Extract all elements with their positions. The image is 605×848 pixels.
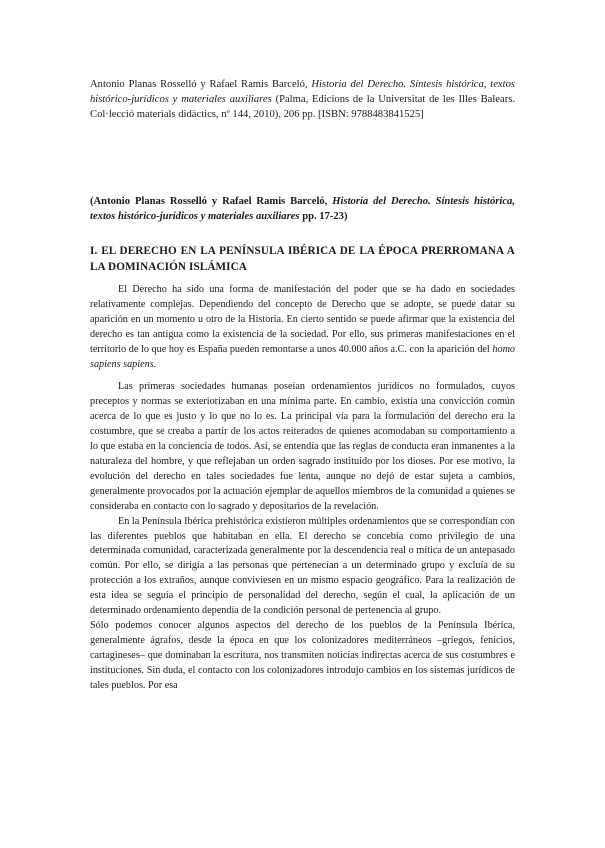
paragraph-3: En la Península Ibérica prehistórica existieron múltiples ordenamientos que se correspondían con las diferentes pueblos que habitaban en ella. El derecho se concebía como privilegio de una determinada comunidad, caracterizada generalmente por la descendencia real o mítica de un antepasado común. Por ello, se dirigía a las personas que pertenecían a un determinado grupo y excluía de su protección a los extraños, aunque conviviesen en un mismo espacio geográfico. Para la realización de esta idea se seguía el principio de personalidad del derecho, según el cual, la aplicación de un determinado ordenamiento dependía de la condición personal de pertenencia al grupo. [90, 515, 515, 617]
citation-authors: Antonio Planas Rosselló y Rafael Ramis Barceló, [90, 79, 308, 90]
species-term: homo sapiens sapiens [90, 343, 516, 370]
paragraph-1-end: . [153, 358, 157, 370]
chapter-citation-authors: (Antonio Planas Rosselló y Rafael Ramis Barceló, [90, 196, 328, 207]
section-heading: I. EL DERECHO EN LA PENÍNSULA IBÉRICA DE LA ÉPOCA PRERROMANA A LA DOMINACIÓN ISLÁMICA [90, 245, 515, 273]
chapter-citation [90, 194, 515, 224]
paragraph-4: Sólo podemos conocer algunos aspectos del derecho de los pueblos de la Península Ibérica, generalmente ágrafos, desde la época en que los colonizadores mediterráneos –griegos, fenicios, cartagineses– que dominaban la escritura, nos transmiten noticias indirectas acerca de sus costumbres e instituciones. Sin duda, el contacto con los colonizadores introdujo cambios en los sistemas jurídicos de tales pueblos. Por esa [90, 619, 515, 691]
paragraph-1-text: El Derecho ha sido una forma de manifestación del poder que se ha dado en sociedades relativamente complejas. Dependiendo del concepto de Derecho que se adopte, se puede datar su aparición en un momento u otro de la Historia. En cierto sentido se puede afirmar que la existencia del derecho es tan antigua como la existencia de la sociedad. Por ello, sus primeras manifestaciones en el territorio de lo que hoy es España pueden remontarse a unos 40.000 años a.C. con la aparición del [90, 284, 515, 355]
citation-title: Historia del Derecho. Síntesis histórica, textos histórico-jurídicos y materiales auxiliares [90, 79, 515, 105]
paragraph-1 [90, 283, 515, 372]
citation-details: (Palma, Edicions de la Universitat de les Illes Balears. Col·lecció materials didàctics, nº 144, 2010), 206 pp. [ISBN: 9788483841525] [90, 94, 515, 120]
chapter-citation-pages: pp. 17-23) [302, 211, 348, 222]
paragraph-2: Las primeras sociedades humanas poseían ordenamientos jurídicos no formulados, cuyos preceptos y normas se exteriorizaban en una mínima parte. En cambio, existía una convicción común acerca de lo que es justo y lo que no lo es. La principal vía para la formulación del derecho era la costumbre, que se creaba a partir de los actos reiterados de quienes acomodaban su comportamiento a lo que estaba en la conciencia de todos. Así, se entendía que las reglas de conducta eran inmanentes a la naturaleza del hombre, y que reflejaban un orden sagrado instituido por los dioses. Por ese motivo, la evolución del derecho en tales sociedades fue lenta, aunque no dejó de estar sujeta a cambios, generalmente provocados por la actuación ejemplar de aquellos miembros de la comunidad a quienes se consideraba en contacto con lo sagrado y depositarios de la revelación. [90, 381, 515, 512]
chapter-citation-title: Historia del Derecho. Síntesis histórica, textos histórico-jurídicos y materiales auxiliares [90, 196, 515, 222]
book-citation [90, 77, 515, 122]
body-text [90, 283, 515, 693]
